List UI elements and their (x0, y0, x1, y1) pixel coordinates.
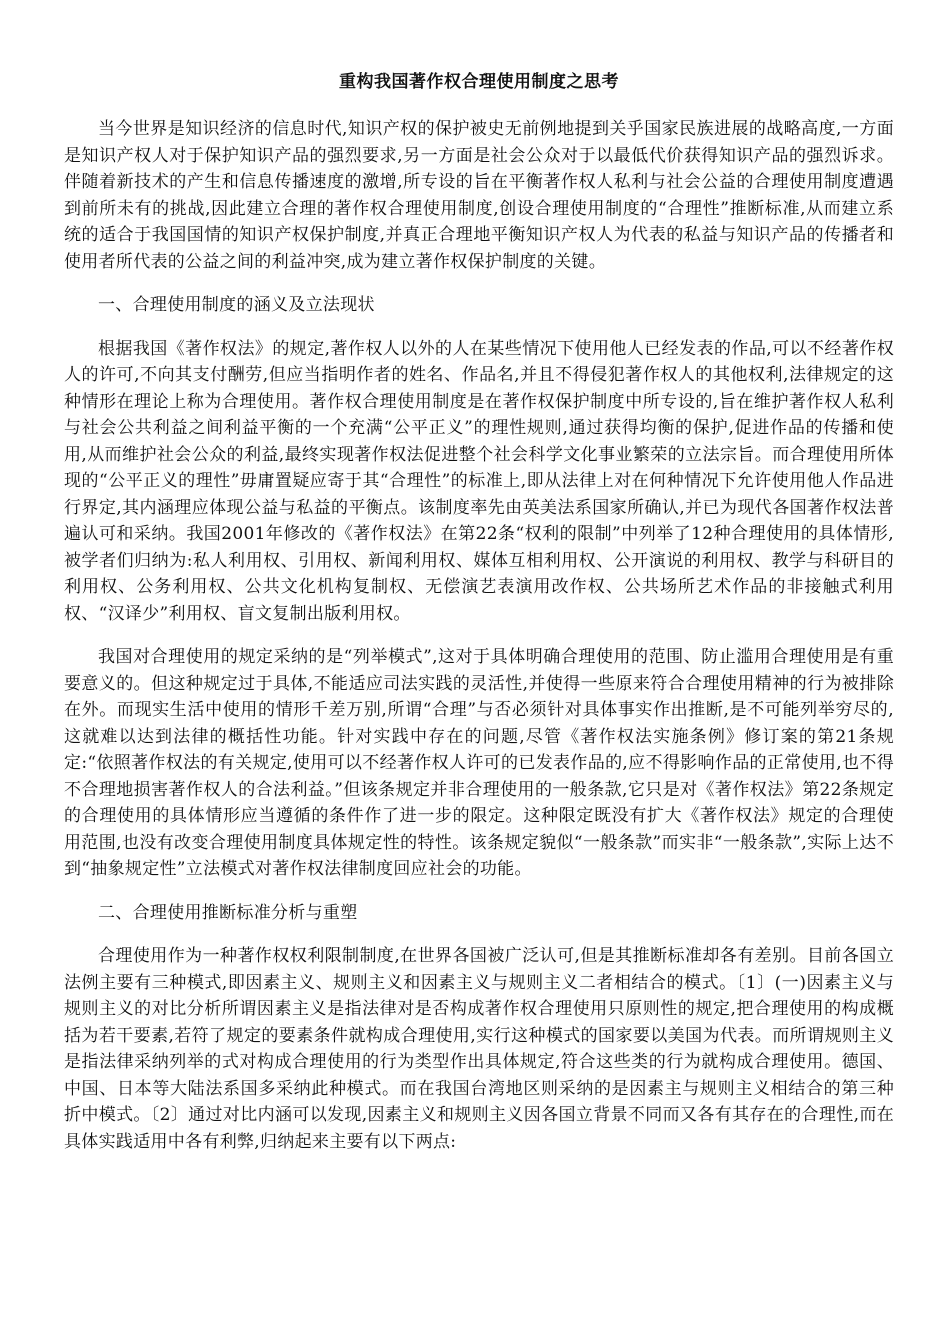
document-page (64, 70, 894, 1172)
body-paragraph: 我国对合理使用的规定采纳的是“列举模式”,这对于具体明确合理使用的范围、防止滥用合理使用是有重要意义的。但这种规定过于具体,不能适应司法实践的灵活性,并使得一些原来符合合理使用精神的行为被排除在外。而现实生活中使用的情形千差万别,所谓“合理”与否必须针对具体事实作出推断,是不可能列举穷尽的,这就难以达到法律的概括性功能。针对实践中存在的问题,尽管《著作权法实施条例》修订案的第21条规定:“依照著作权法的有关规定,使用可以不经著作权人许可的已发表作品的,应不得影响作品的正常使用,也不得不合理地损害著作权人的合法利益。”但该条规定并非合理使用的一般条款,它只是对《著作权法》第22条规定的合理使用的具体情形应当遵循的条件作了进一步的限定。这种限定既没有扩大《著作权法》规定的合理使用范围,也没有改变合理使用制度具体规定性的特性。该条规定貌似“一般条款”而实非“一般条款”,实际上达不到“抽象规定性”立法模式对著作权法律制度回应社会的功能。 (64, 647, 894, 879)
document-title: 重构我国著作权合理使用制度之思考 (339, 72, 619, 92)
intro-paragraph: 当今世界是知识经济的信息时代,知识产权的保护被史无前例地提到关乎国家民族进展的战略高度,一方面是知识产权人对于保护知识产品的强烈要求,另一方面是社会公众对于以最低代价获得知识产品的强烈诉求。伴随着新技术的产生和信息传播速度的激增,所专设的旨在平衡著作权人私利与社会公益的合理使用制度遭遇到前所未有的挑战,因此建立合理的著作权合理使用制度,创设合理使用制度的“合理性”推断标准,从而建立系统的适合于我国国情的知识产权保护制度,并真正合理地平衡知识产权人为代表的私益与知识产品的传播者和使用者所代表的公益之间的利益冲突,成为建立著作权保护制度的关键。 (64, 119, 894, 272)
section-heading-1: 一、合理使用制度的涵义及立法现状 (98, 295, 375, 315)
body-paragraph: 合理使用作为一种著作权权利限制制度,在世界各国被广泛认可,但是其推断标准却各有差别。目前各国立法例主要有三种模式,即因素主义、规则主义和因素主义与规则主义二者相结合的模式。〔1〕(一)因素主义与规则主义的对比分析所谓因素主义是指法律对是否构成著作权合理使用只原则性的规定,把合理使用的构成概括为若干要素,若符了规定的要素条件就构成合理使用,实行这种模式的国家要以美国为代表。而所谓规则主义是指法律采纳列举的式对构成合理使用的行为类型作出具体规定,符合这些类的行为就构成合理使用。德国、中国、日本等大陆法系国多采纳此种模式。而在我国台湾地区则采纳的是因素主与规则主义相结合的第三种折中模式。〔2〕通过对比内涵可以发现,因素主义和规则主义因各国立背景不同而又各有其存在的合理性,而在具体实践适用中各有利弊,归纳起来主要有以下两点: (64, 946, 894, 1152)
section-heading-2: 二、合理使用推断标准分析与重塑 (98, 902, 358, 923)
body-paragraph: 根据我国《著作权法》的规定,著作权人以外的人在某些情况下使用他人已经发表的作品,可以不经著作权人的许可,不向其支付酬劳,但应当指明作者的姓名、作品名,并且不得侵犯著作权人的其他权利,法律规定的这种情形在理论上称为合理使用。著作权合理使用制度是在著作权保护制度中所专设的,旨在维护著作权人私利与社会公共利益之间利益平衡的一个充满“公平正义”的理性规则,通过获得均衡的保护,促进作品的传播和使用,从而维护社会公众的利益,最终实现著作权法促进整个社会科学文化事业繁荣的立法宗旨。而合理使用所体现的“公平正义的理性”毋庸置疑应寄于其“合理性”的标准上,即从法律上对在何种情况下允许使用他人作品进行界定,其内涵理应体现公益与私益的平衡点。该制度率先由英美法系国家所确认,并已为现代各国著作权法普遍认可和采纳。我国2001年修改的《著作权法》在第22条“权利的限制”中列举了12种合理使用的具体情形,被学者们归纳为:私人利用权、引用权、新闻利用权、媒体互相利用权、公开演说的利用权、教学与科研目的利用权、公务利用权、公共文化机构复制权、无偿演艺表演用改作权、公共场所艺术作品的非接触式利用权、“汉译少”利用权、盲文复制出版利用权。 (64, 338, 894, 624)
